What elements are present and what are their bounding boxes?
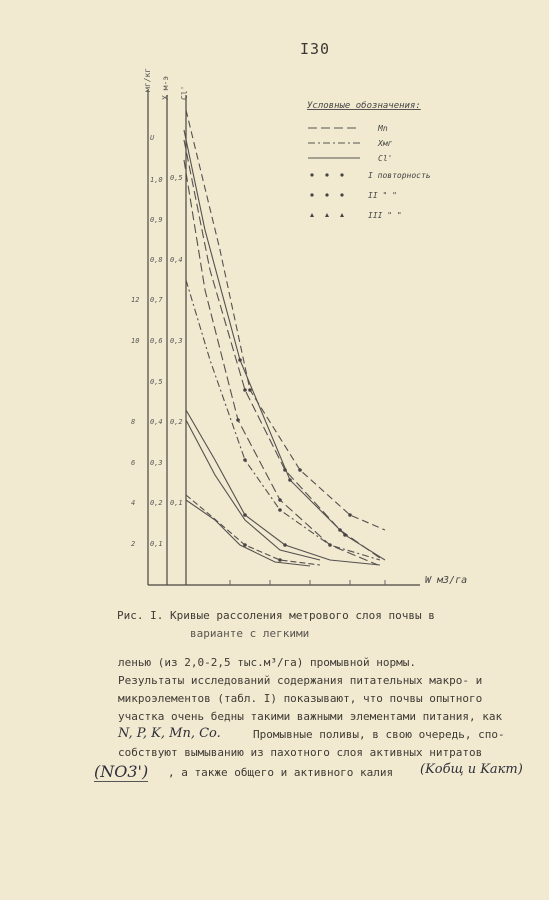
curve-x-1 xyxy=(186,410,380,565)
y1-tick: 0,3 xyxy=(150,459,163,467)
y2-tick: 0,2 xyxy=(170,418,183,426)
legend-variant-label: II " " xyxy=(368,191,397,200)
y3-tick: 4 xyxy=(131,499,136,507)
y3-tick: 8 xyxy=(131,418,136,426)
y3-tick: 2 xyxy=(131,540,136,548)
chart-legend xyxy=(307,100,431,220)
body-line: ленью (из 2,0-2,5 тыс.м³/га) промывной нормы. xyxy=(118,656,417,669)
body-line: Промывные поливы, в свою очередь, спо- xyxy=(253,728,505,741)
y2-tick: 0,5 xyxy=(170,174,183,182)
y1-axis-label: мг/кг xyxy=(143,67,152,92)
y1-tick: U xyxy=(150,134,155,142)
figure-caption-line-2: варианте с легкими xyxy=(190,627,310,640)
body-line: , а также общего и активного калия xyxy=(168,766,394,779)
body-line: участка очень бедны такими важными элементами питания, как xyxy=(118,710,503,723)
legend-variant-label: III " " xyxy=(368,211,402,220)
y2-tick: 0,4 xyxy=(170,256,183,264)
curve-mn-2 xyxy=(186,280,380,560)
y2-tick: 0,3 xyxy=(170,337,183,345)
legend-line-label: Хмг xyxy=(378,139,393,148)
legend-line-label: Мn xyxy=(378,124,388,133)
handwritten-elements: N, P, K, Mn, Co. xyxy=(118,726,221,741)
y1-tick: 0,1 xyxy=(150,540,163,548)
figure-caption-line-1: Рис. I. Кривые рассоления метрового слоя почвы в xyxy=(117,609,435,622)
curve-mn-1 xyxy=(186,110,385,530)
y3-axis-label: Cl' xyxy=(180,85,189,100)
y3-tick: 12 xyxy=(131,296,140,304)
y1-tick: 0,6 xyxy=(150,337,163,345)
x-axis-label: W м3/га xyxy=(425,575,468,586)
curve-cl-2 xyxy=(184,140,380,558)
body-line: Результаты исследований содержания питательных макро- и xyxy=(118,674,483,687)
y3-tick: 10 xyxy=(131,337,140,345)
y3-tick: 6 xyxy=(131,459,136,467)
page-number: I30 xyxy=(300,40,331,58)
y1-tick: 1,0 xyxy=(150,176,163,184)
legend-line-label: Cl' xyxy=(378,154,393,163)
y2-tick: 0,1 xyxy=(170,499,183,507)
y1-tick: 0,7 xyxy=(150,296,163,304)
legend-variant-label: I повторность xyxy=(368,171,431,180)
curve-cl-1 xyxy=(184,130,385,560)
y2-axis-label: Х м-э xyxy=(161,75,170,100)
y1-tick: 0,9 xyxy=(150,216,163,224)
legend-title: Условные обозначения: xyxy=(307,101,421,111)
body-line: собствуют вымыванию из пахотного слоя активных нитратов xyxy=(118,746,483,759)
y1-tick: 0,5 xyxy=(150,378,163,386)
handwritten-nitrate: (NO3') xyxy=(94,762,149,781)
y1-tick: 0,4 xyxy=(150,418,163,426)
y1-tick: 0,2 xyxy=(150,499,163,507)
y1-tick: 0,8 xyxy=(150,256,163,264)
handwritten-potassium: (Kобщ и Kакт) xyxy=(420,762,523,777)
body-line: микроэлементов (табл. I) показывают, что почвы опытного xyxy=(118,692,483,705)
